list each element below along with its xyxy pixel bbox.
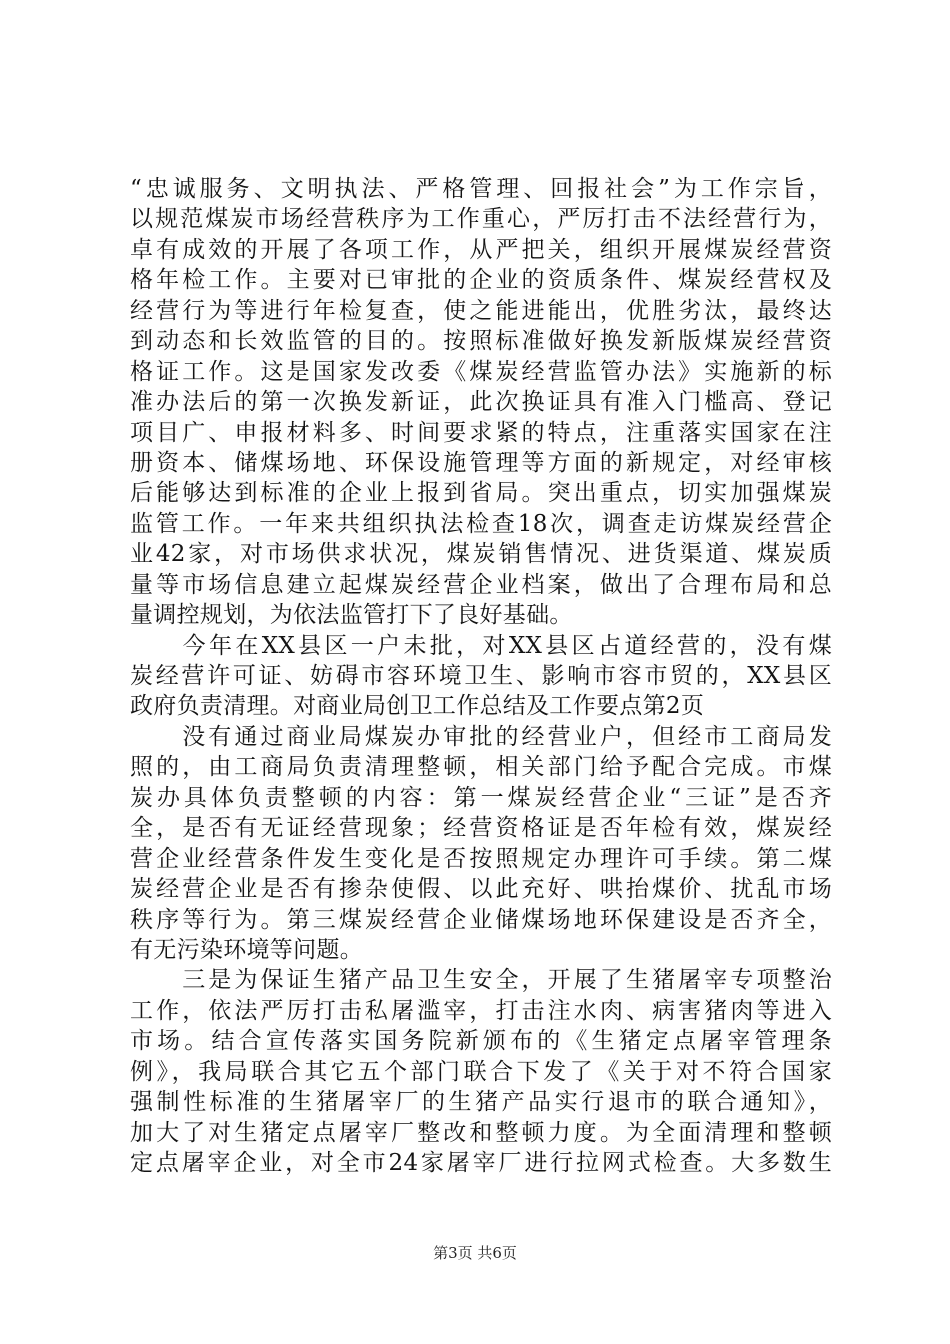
text-line: 政府负责清理。对商业局创卫工作总结及工作要点第2页 (130, 693, 705, 720)
page-footer: 第3页 共6页 (433, 1244, 517, 1262)
text-line: 炭经营企业是否有掺杂使假、以此充好、哄抬煤价、扰乱市场 (130, 876, 832, 903)
text-line: 准办法后的第一次换发新证，此次换证具有准入门槛高、登记 (130, 389, 832, 416)
text-line: 全，是否有无证经营现象；经营资格证是否年检有效，煤炭经 (130, 815, 832, 842)
body-text (130, 174, 832, 1178)
text-line: 监管工作。一年来共组织执法检查18次，调查走访煤炭经营企 (130, 510, 832, 537)
text-line: 没有通过商业局煤炭办审批的经营业户，但经市工商局发 (130, 723, 832, 750)
text-line: 今年在XX县区一户未批，对XX县区占道经营的，没有煤 (130, 632, 832, 659)
text-line: 定点屠宰企业，对全市24家屠宰厂进行拉网式检查。大多数生 (130, 1150, 832, 1176)
text-line: 格证工作。这是国家发改委《煤炭经营监管办法》实施新的标 (130, 358, 832, 385)
text-line: 册资本、储煤场地、环保设施管理等方面的新规定，对经审核 (130, 449, 832, 476)
text-line: 工作，依法严厉打击私屠滥宰，打击注水肉、病害猪肉等进入 (130, 997, 832, 1024)
text-line: 项目广、申报材料多、时间要求紧的特点，注重落实国家在注 (130, 419, 832, 446)
text-line: 业42家，对市场供求状况，煤炭销售情况、进货渠道、煤炭质 (130, 541, 832, 568)
text-line: 量等市场信息建立起煤炭经营企业档案，做出了合理布局和总 (130, 571, 832, 598)
text-line: 卓有成效的开展了各项工作，从严把关，组织开展煤炭经营资 (130, 236, 832, 263)
text-line: 到动态和长效监管的目的。按照标准做好换发新版煤炭经营资 (130, 328, 832, 355)
text-line: 照的，由工商局负责清理整顿，相关部门给予配合完成。市煤 (130, 754, 832, 781)
text-line: 炭经营许可证、妨碍市容环境卫生、影响市容市贸的，XX县区 (130, 663, 832, 689)
text-line: “忠诚服务、文明执法、严格管理、回报社会”为工作宗旨， (130, 176, 832, 202)
text-line: 格年检工作。主要对已审批的企业的资质条件、煤炭经营权及 (130, 267, 832, 294)
text-line: 市场。结合宣传落实国务院新颁布的《生猪定点屠宰管理条 (130, 1028, 832, 1055)
text-line: 以规范煤炭市场经营秩序为工作重心，严厉打击不法经营行为， (130, 206, 832, 233)
text-line: 有无污染环境等问题。 (130, 936, 363, 963)
text-line: 量调控规划，为依法监管打下了良好基础。 (130, 602, 573, 629)
text-line: 强制性标准的生猪屠宰厂的生猪产品实行退市的联合通知》， (130, 1089, 832, 1116)
text-line: 后能够达到标准的企业上报到省局。突出重点，切实加强煤炭 (130, 480, 832, 507)
text-line: 营企业经营条件发生变化是否按照规定办理许可手续。第二煤 (130, 845, 832, 872)
text-line: 三是为保证生猪产品卫生安全，开展了生猪屠宰专项整治 (130, 967, 832, 994)
text-line: 经营行为等进行年检复查，使之能进能出，优胜劣汰，最终达 (130, 297, 832, 324)
text-line: 加大了对生猪定点屠宰厂整改和整顿力度。为全面清理和整顿 (130, 1119, 832, 1146)
text-line: 例》，我局联合其它五个部门联合下发了《关于对不符合国家 (130, 1058, 832, 1085)
text-line: 秩序等行为。第三煤炭经营企业储煤场地环保建设是否齐全， (130, 906, 832, 933)
text-line: 炭办具体负责整顿的内容：第一煤炭经营企业“三证”是否齐 (130, 784, 832, 811)
